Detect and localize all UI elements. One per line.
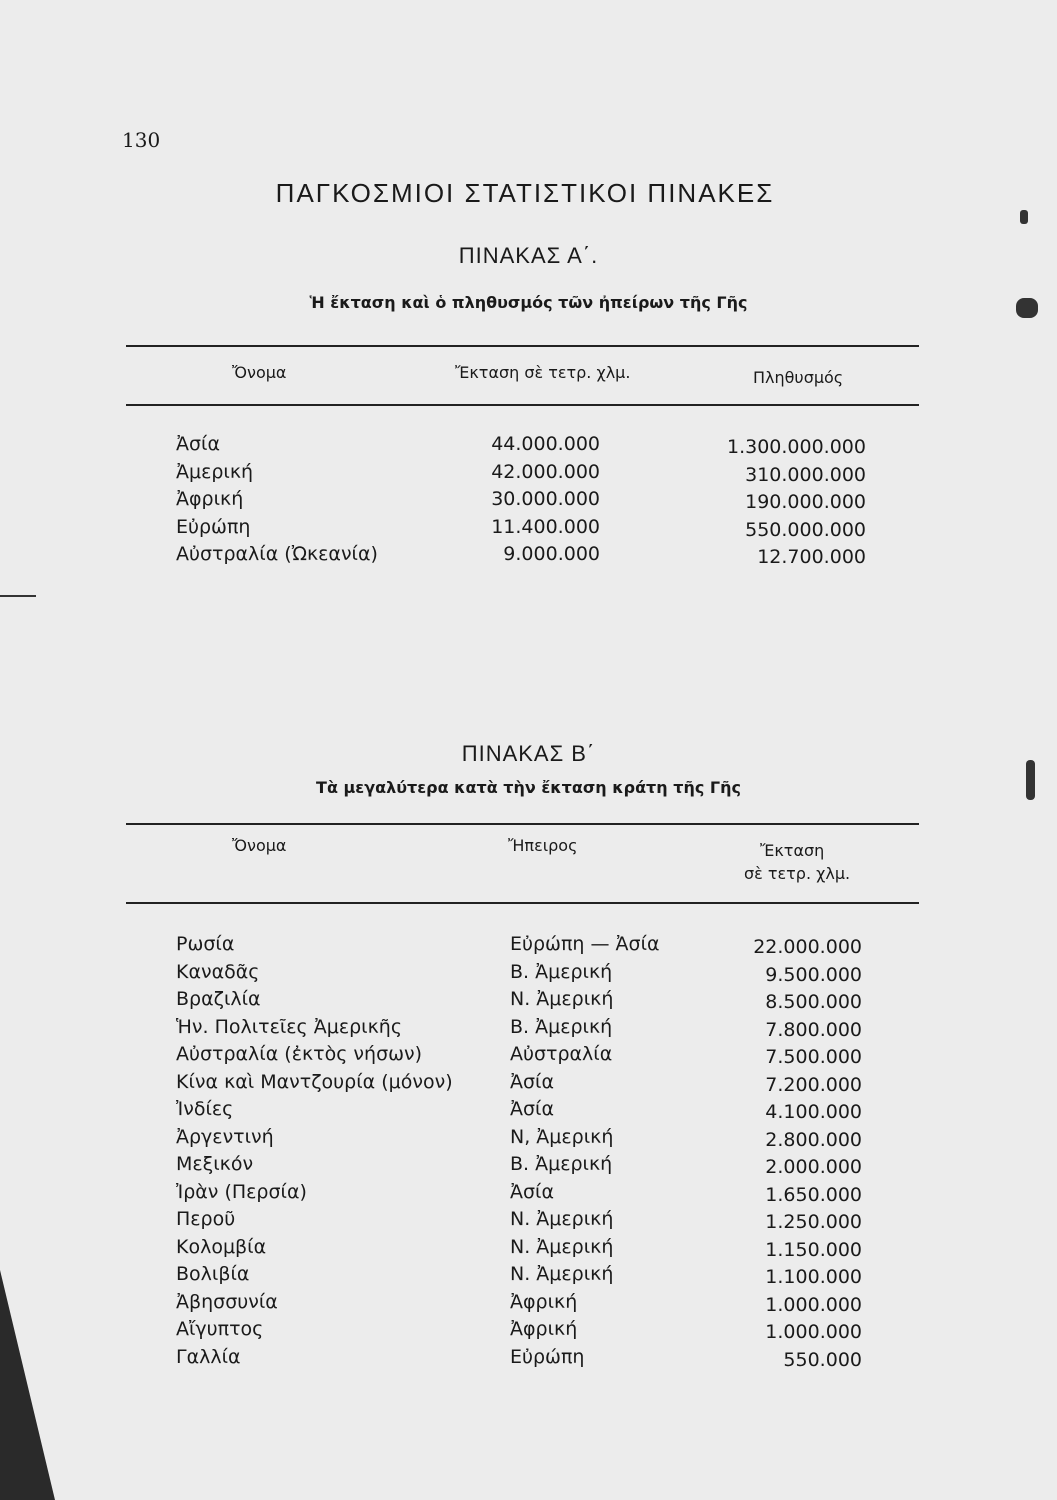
table-row bbox=[0, 1318, 1057, 1346]
table-row bbox=[0, 988, 1057, 1016]
country-name: Γαλλία bbox=[176, 1345, 241, 1368]
table-row bbox=[0, 1236, 1057, 1264]
country-name: Ἰνδίες bbox=[176, 1098, 234, 1120]
continent-population: 310.000.000 bbox=[745, 463, 866, 486]
country-area: 1.000.000 bbox=[765, 1321, 862, 1343]
scan-speck bbox=[1020, 210, 1028, 224]
table-a-title: ΠΙΝΑΚΑΣ Α΄. bbox=[458, 243, 599, 268]
continent-population: 550.000.000 bbox=[745, 518, 866, 541]
table-b-header-rule bbox=[126, 902, 919, 904]
continent-population: 1.300.000.000 bbox=[726, 436, 866, 458]
table-row bbox=[0, 516, 1057, 544]
page-title: ΠΑΓΚΟΣΜΙΟΙ ΣΤΑΤΙΣΤΙΚΟΙ ΠΙΝΑΚΕΣ bbox=[275, 178, 775, 208]
country-area: 9.500.000 bbox=[765, 963, 862, 986]
country-area: 8.500.000 bbox=[765, 991, 862, 1013]
country-continent: Ν. Ἀμερική bbox=[510, 988, 614, 1010]
country-area: 1.150.000 bbox=[765, 1238, 862, 1261]
table-row bbox=[0, 1043, 1057, 1071]
table-row bbox=[0, 1208, 1057, 1236]
table-a-top-rule bbox=[126, 345, 919, 347]
table-b-header-area-unit: σὲ τετρ. χλμ. bbox=[744, 864, 851, 883]
country-area: 7.500.000 bbox=[765, 1046, 862, 1068]
country-name: Αὐστραλία (ἐκτὸς νήσων) bbox=[176, 1043, 423, 1065]
table-b-subtitle: Τὰ μεγαλύτερα κατὰ τὴν ἔκταση κράτη τῆς Γῆς bbox=[316, 778, 741, 797]
continent-area: 11.400.000 bbox=[491, 515, 600, 538]
country-area: 1.250.000 bbox=[765, 1211, 862, 1233]
table-row bbox=[0, 1263, 1057, 1291]
table-row bbox=[0, 461, 1057, 489]
country-continent: Ἀσία bbox=[510, 1180, 554, 1203]
table-row bbox=[0, 1126, 1057, 1154]
country-area: 4.100.000 bbox=[765, 1101, 862, 1123]
continent-name: Ἀμερική bbox=[176, 460, 254, 483]
country-name: Βολιβία bbox=[176, 1263, 250, 1285]
table-a-header-name: Ὄνομα bbox=[232, 363, 287, 382]
country-area: 22.000.000 bbox=[753, 936, 862, 958]
country-name: Καναδᾶς bbox=[176, 960, 260, 983]
continent-name: Αὐστραλία (Ὠκεανία) bbox=[176, 543, 378, 565]
country-name: Βραζιλία bbox=[176, 988, 261, 1010]
country-name: Ἀργεντινή bbox=[176, 1125, 274, 1148]
table-row bbox=[0, 433, 1057, 461]
continent-area: 44.000.000 bbox=[491, 433, 600, 455]
table-b-header-continent: Ἤπειρος bbox=[508, 836, 578, 855]
country-area: 1.650.000 bbox=[765, 1183, 862, 1206]
country-continent: Εὐρώπη — Ἀσία bbox=[510, 933, 660, 955]
table-a-header-area: Ἔκταση σὲ τετρ. χλμ. bbox=[455, 363, 631, 382]
country-continent: Ν. Ἀμερική bbox=[510, 1235, 614, 1258]
country-name: Αἴγυπτος bbox=[176, 1318, 264, 1340]
continent-population: 190.000.000 bbox=[745, 491, 866, 513]
table-b-header-name: Ὄνομα bbox=[232, 836, 287, 855]
page-number: 130 bbox=[122, 128, 161, 152]
continent-population: 12.700.000 bbox=[757, 546, 866, 568]
table-row bbox=[0, 1153, 1057, 1181]
table-row bbox=[0, 1071, 1057, 1099]
continent-name: Ἀφρική bbox=[176, 488, 244, 510]
table-row bbox=[0, 1016, 1057, 1044]
country-area: 7.200.000 bbox=[765, 1073, 862, 1096]
country-continent: Ν. Ἀμερική bbox=[510, 1263, 614, 1285]
table-b-top-rule bbox=[126, 823, 919, 825]
country-name: Ἀβησσυνία bbox=[176, 1290, 278, 1313]
scan-speck bbox=[1016, 298, 1038, 318]
country-name: Κίνα καὶ Μαντζουρία (μόνον) bbox=[176, 1070, 453, 1093]
country-continent: Αὐστραλία bbox=[510, 1043, 613, 1065]
continent-name: Εὐρώπη bbox=[176, 515, 251, 538]
table-row bbox=[0, 1291, 1057, 1319]
country-continent: Ἀφρική bbox=[510, 1290, 578, 1313]
country-name: Ἡν. Πολιτεῖες Ἀμερικῆς bbox=[176, 1015, 402, 1038]
table-row bbox=[0, 1346, 1057, 1374]
table-row bbox=[0, 488, 1057, 516]
country-continent: Ν. Ἀμερική bbox=[510, 1208, 614, 1230]
continent-name: Ἀσία bbox=[176, 433, 220, 455]
table-row bbox=[0, 1098, 1057, 1126]
country-continent: Ἀσία bbox=[510, 1070, 554, 1093]
country-name: Ρωσία bbox=[176, 933, 235, 955]
continent-area: 30.000.000 bbox=[491, 488, 600, 510]
table-row bbox=[0, 933, 1057, 961]
scan-speck bbox=[1026, 760, 1035, 800]
table-row bbox=[0, 1181, 1057, 1209]
table-a-body bbox=[0, 433, 1057, 571]
country-area: 7.800.000 bbox=[765, 1018, 862, 1041]
table-b-body bbox=[0, 933, 1057, 1373]
country-area: 550.000 bbox=[783, 1348, 862, 1371]
table-a-header-rule bbox=[126, 404, 919, 406]
country-area: 1.100.000 bbox=[765, 1266, 862, 1288]
country-area: 2.800.000 bbox=[765, 1128, 862, 1151]
country-continent: Β. Ἀμερική bbox=[510, 1153, 613, 1175]
country-continent: Β. Ἀμερική bbox=[510, 960, 613, 983]
country-continent: Β. Ἀμερική bbox=[510, 1015, 613, 1038]
country-area: 1.000.000 bbox=[765, 1293, 862, 1316]
country-name: Κολομβία bbox=[176, 1235, 267, 1258]
country-continent: Ἀφρική bbox=[510, 1318, 578, 1340]
country-area: 2.000.000 bbox=[765, 1156, 862, 1178]
country-name: Περοῦ bbox=[176, 1208, 236, 1230]
table-b-header-area: Ἔκταση bbox=[760, 841, 825, 860]
table-row bbox=[0, 961, 1057, 989]
country-continent: Ἀσία bbox=[510, 1098, 554, 1120]
continent-area: 42.000.000 bbox=[491, 460, 600, 483]
country-name: Μεξικόν bbox=[176, 1153, 254, 1175]
table-a-header-population: Πληθυσμός bbox=[753, 368, 844, 387]
table-a-subtitle: Ἡ ἔκταση καὶ ὁ πληθυσμός τῶν ἠπείρων τῆς Γῆς bbox=[309, 293, 748, 312]
country-name: Ἰρὰν (Περσία) bbox=[176, 1180, 307, 1203]
table-b-title: ΠΙΝΑΚΑΣ Β΄ bbox=[461, 741, 596, 766]
scan-speck bbox=[0, 595, 36, 597]
table-row bbox=[0, 543, 1057, 571]
country-continent: Εὐρώπη bbox=[510, 1345, 585, 1368]
country-continent: Ν, Ἀμερική bbox=[510, 1125, 614, 1148]
continent-area: 9.000.000 bbox=[503, 543, 600, 565]
